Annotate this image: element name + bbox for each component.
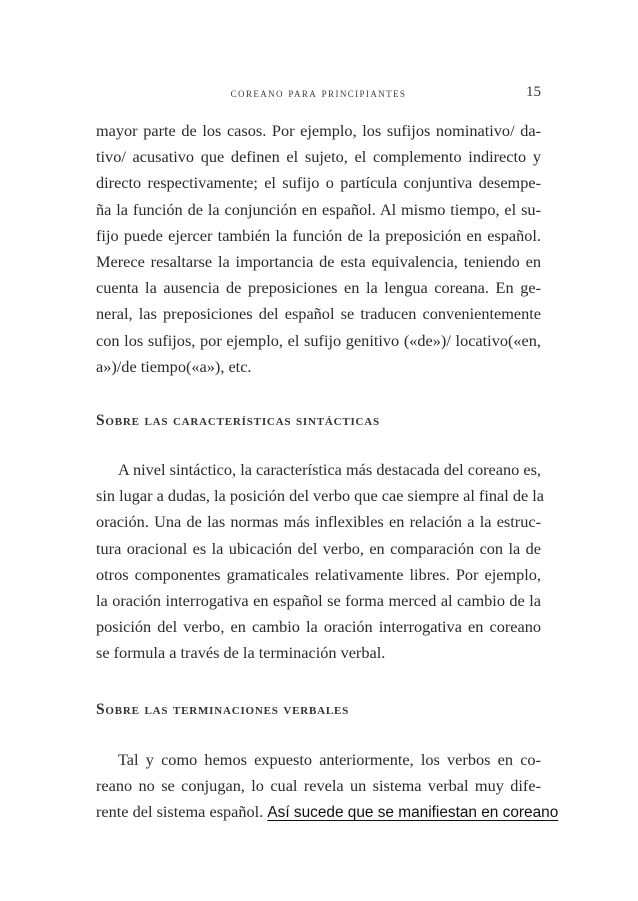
text-line: Merece resaltarse la importancia de esta equivalencia, teniendo en (96, 251, 541, 271)
text-line: fijo puede ejercer también la función de la preposición en español. (96, 225, 541, 245)
paragraph-verb-endings (96, 747, 559, 826)
text-line: Tal y como hemos expuesto anteriormente, los verbos en co- (118, 749, 541, 769)
text-line: posición del verbo, en cambio la oración interrogativa en coreano (96, 617, 541, 637)
text-line: la oración interrogativa en español se forma merced al cambio de la (96, 591, 541, 610)
text-line: A nivel sintáctico, la característica más destacada del coreano es, (118, 460, 541, 480)
text-line: tivo/ acusativo que definen el sujeto, el complemento indirecto y (96, 147, 541, 167)
text-line: se formula a través de la terminación verbal. (96, 643, 386, 663)
highlighted-text-link[interactable]: Así sucede que se manifiestan en coreano (267, 804, 559, 822)
running-head (96, 86, 541, 106)
text-line: reano no se conjugan, lo cual revela un sistema verbal muy dife- (96, 775, 541, 795)
text-line-plain: rente del sistema español. (96, 802, 264, 822)
paragraph-intro (96, 118, 541, 380)
text-line-highlighted (96, 799, 559, 825)
text-line: sin lugar a dudas, la posición del verbo que cae siempre al final de la (96, 486, 545, 506)
section-heading-verb-endings: Sobre las terminaciones verbales (96, 700, 350, 718)
text-line: otros componentes gramaticales relativamente libres. Por ejemplo, (96, 564, 541, 584)
page-body (96, 118, 559, 825)
text-line: a»)/de tiempo(«a»), etc. (96, 356, 252, 376)
paragraph-syntax (96, 457, 545, 667)
text-line: cuenta la ausencia de preposiciones en la lengua coreana. En ge- (96, 278, 541, 298)
running-title: coreano para principiantes (230, 86, 407, 100)
text-line: oración. Una de las normas más inflexibles en relación a la estruc- (96, 512, 541, 532)
text-line: directo respectivamente; el sufijo o partícula conjuntiva desempe- (96, 173, 541, 193)
text-line: neral, las preposiciones del español se traducen convenientemente (96, 304, 541, 324)
text-line: con los sufijos, por ejemplo, el sufijo genitivo («de»)/ locativo(«en, (96, 330, 541, 350)
text-line: tura oracional es la ubicación del verbo, en comparación con la de (96, 538, 541, 558)
section-heading-syntax: Sobre las características sintácticas (96, 411, 380, 429)
text-line: mayor parte de los casos. Por ejemplo, los sufijos nominativo/ da- (96, 121, 541, 140)
page-number: 15 (526, 84, 541, 100)
text-line: ña la función de la conjunción en español. Al mismo tiempo, el su- (96, 199, 541, 219)
